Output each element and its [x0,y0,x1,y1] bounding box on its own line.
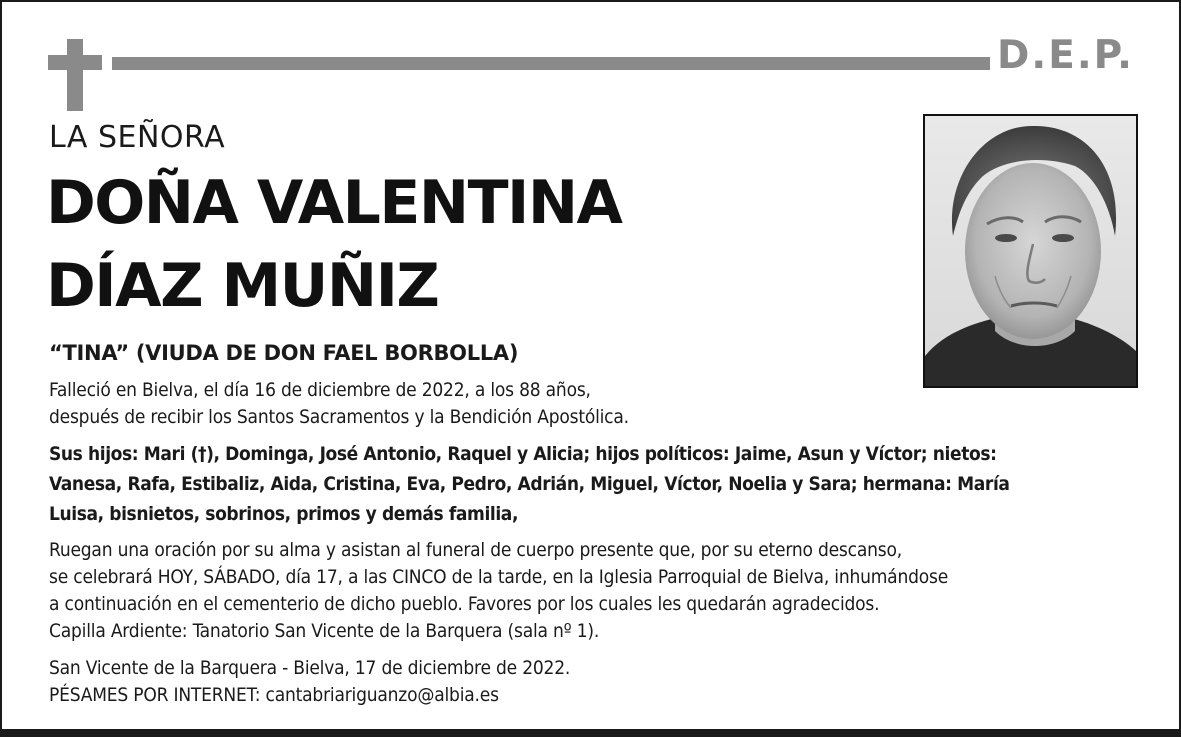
cross-icon [48,39,102,111]
place-date-line: San Vicente de la Barquera - Bielva, 17 de diciembre de 2022. [49,657,571,679]
honorific: LA SEÑORA [49,120,226,155]
header-rule [112,57,990,70]
funeral-line: Ruegan una oración por su alma y asistan al funeral de cuerpo presente que, por su eterno descanso, [49,539,902,561]
funeral-line: a continuación en el cementerio de dicho pueblo. Favores por los cuales les quedarán agradecidos. [49,593,880,615]
bottom-rule [2,729,1179,737]
funeral-line: se celebrará HOY, SÁBADO, día 17, a las CINCO de la tarde, en la Iglesia Parroquial de Bielva, inhumándose [49,566,949,588]
death-notice-line: Falleció en Bielva, el día 16 de diciembre de 2022, a los 88 años, [49,379,591,401]
funeral-line: Capilla Ardiente: Tanatorio San Vicente de la Barquera (sala nº 1). [49,620,600,642]
condolences-line: PÉSAMES POR INTERNET: cantabriariguanzo@albia.es [49,684,499,706]
death-notice-line: después de recibir los Santos Sacramentos y la Bendición Apostólica. [49,406,629,428]
nickname-widow-line: “TINA” (VIUDA DE DON FAEL BORBOLLA) [49,341,519,365]
family-line: Sus hijos: Mari (†), Dominga, José Antonio, Raquel y Alicia; hijos políticos: Jaime, Asun y Víctor; nietos: [49,443,997,465]
portrait-photo [923,114,1138,388]
deceased-name-line-1: DOÑA VALENTINA [46,168,622,238]
deceased-name-line-2: DÍAZ MUÑIZ [46,251,439,321]
dep-label: D.E.P. [997,33,1134,78]
family-line: Luisa, bisnietos, sobrinos, primos y demás familia, [49,503,519,525]
family-line: Vanesa, Rafa, Estibaliz, Aida, Cristina, Eva, Pedro, Adrián, Miguel, Víctor, Noelia y Sara; hermana: María [49,473,1010,495]
